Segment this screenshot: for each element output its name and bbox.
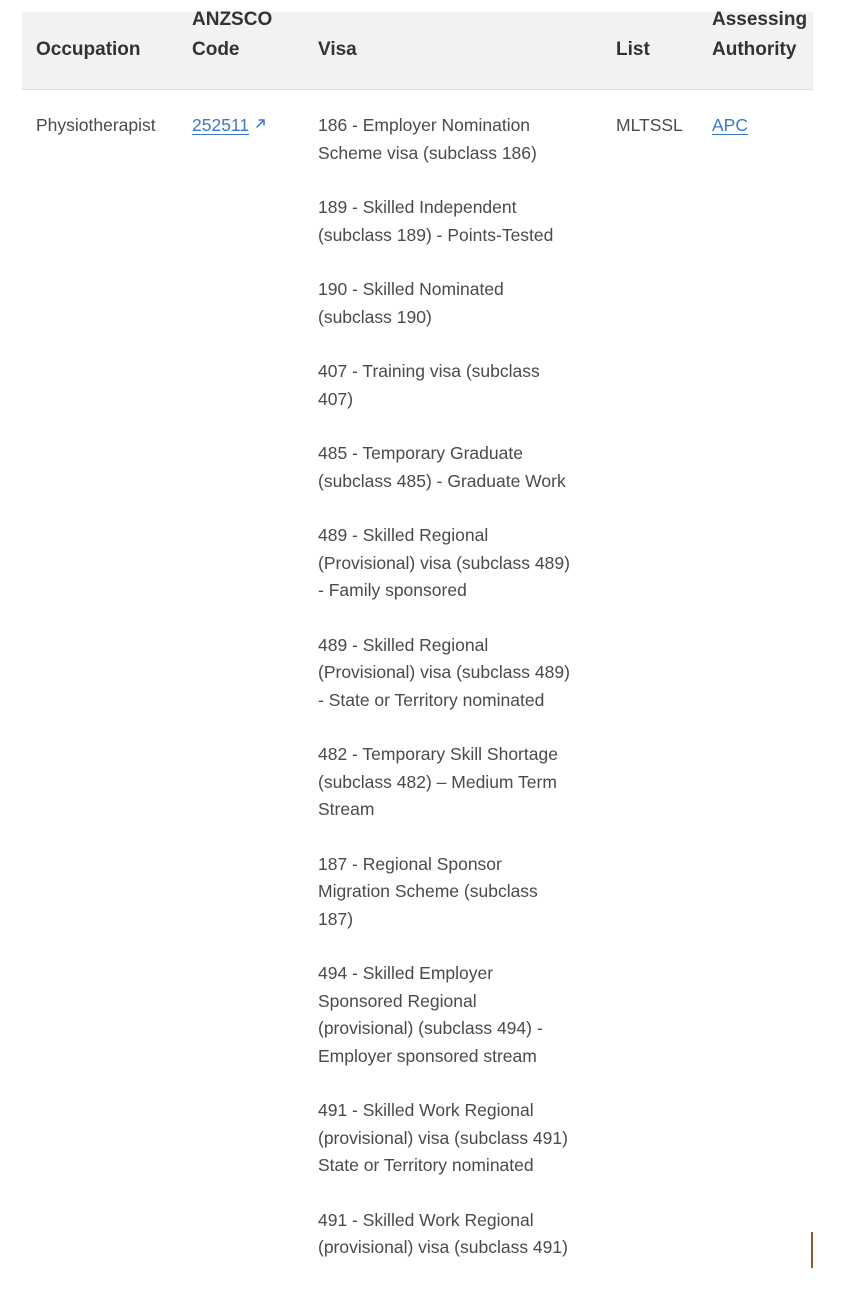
visa-text-line: 407 - Training visa (subclass [318,361,540,381]
visa-text-line: (provisional) visa (subclass 491) [318,1127,568,1148]
scrollbar-edge [811,1232,813,1268]
header-list: List [616,39,650,60]
header-visa: Visa [318,39,357,60]
visa-list-item [318,112,593,167]
visa-text-line: (subclass 482) – Medium Term [318,771,557,792]
visa-text-line: (subclass 485) - Graduate Work [318,470,566,491]
visa-text-line: (subclass 190) [318,306,432,327]
visa-text-line: - State or Territory nominated [318,689,545,710]
visa-list-item [318,632,593,715]
visa-text-line: Migration Scheme (subclass [318,881,538,901]
visa-list-item [318,440,593,495]
cell-anzsco-code [192,112,266,140]
cell-visa [318,112,593,1289]
anzsco-code-link[interactable] [192,115,266,135]
external-link-icon [255,118,266,129]
header-occupation: Occupation [36,39,141,60]
visa-list-item [318,741,593,824]
visa-text-line: 187 - Regional Sponsor [318,853,502,874]
cell-occupation: Physiotherapist [36,115,156,135]
header-anzsco-line2: Code [192,39,240,60]
visa-text-line: 407) [318,388,354,409]
table-header-row [22,9,813,90]
visa-text-line: (provisional) visa (subclass 491) [318,1237,568,1257]
visa-text-line: (Provisional) visa (subclass 489) [318,552,570,573]
header-anzsco-line1: ANZSCO [192,9,273,30]
anzsco-code-text: 252511 [192,115,250,135]
visa-text-line: State or Territory nominated [318,1155,534,1175]
visa-text-line: Employer sponsored stream [318,1045,537,1066]
visa-list-item [318,358,593,413]
visa-text-line: 189 - Skilled Independent [318,197,517,217]
visa-text-line: - Family sponsored [318,580,467,600]
header-anzsco-code [192,5,272,65]
visa-text-line: 491 - Skilled Work Regional [318,1100,534,1120]
assessing-authority-link[interactable]: APC [712,115,748,135]
visa-list-item [318,1097,593,1180]
visa-text-line: Stream [318,799,375,819]
visa-text-line: (subclass 189) - Points-Tested [318,224,554,245]
cell-assessing-authority [712,112,748,140]
visa-text-line: 482 - Temporary Skill Shortage [318,744,558,764]
cell-list: MLTSSL [616,115,683,135]
visa-list-item [318,276,593,331]
header-assessing-authority [712,5,807,65]
visa-text-line: 491 - Skilled Work Regional [318,1209,534,1230]
visa-list-item [318,194,593,249]
visa-text-line: 190 - Skilled Nominated [318,279,504,299]
visa-text-line: Sponsored Regional [318,990,477,1011]
occupation-table [22,9,813,1257]
visa-list-item [318,851,593,934]
visa-text-line: 186 - Employer Nomination [318,115,531,135]
visa-text-line: (Provisional) visa (subclass 489) [318,662,570,682]
visa-text-line: 489 - Skilled Regional [318,525,489,545]
visa-list-item [318,960,593,1070]
visa-text-line: 489 - Skilled Regional [318,634,489,655]
visa-text-line: Scheme visa (subclass 186) [318,142,537,163]
visa-text-line: 494 - Skilled Employer [318,963,494,983]
header-authority-line1: Assessing [712,9,808,30]
visa-list-item [318,522,593,605]
visa-list-item [318,1207,593,1262]
visa-text-line: 187) [318,908,354,929]
visa-text-line: (provisional) (subclass 494) - [318,1018,543,1038]
header-authority-line2: Authority [712,39,797,60]
visa-text-line: 485 - Temporary Graduate [318,443,523,463]
